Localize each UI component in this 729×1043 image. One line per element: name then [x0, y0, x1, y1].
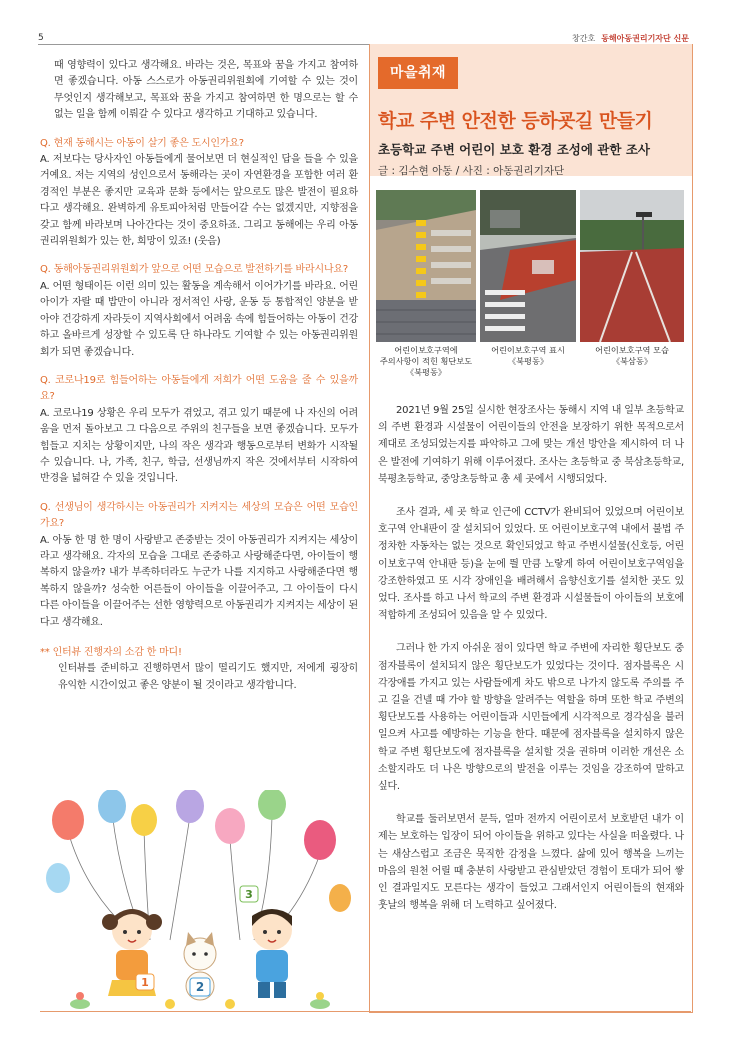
question: Q. 코로나19로 힘들어하는 아동들에게 저희가 어떤 도움을 줄 수 있을까요? [40, 374, 358, 403]
body-paragraph: 학교를 둘러보면서 문득, 얼마 전까지 어린이로서 보호받던 내가 이제는 보호하는 입장이 되어 아이들을 위하고 있다는 사실을 떠올렸다. 나는 새삼스럽고 조금은 묵직한 감정을 느꼈다. 삶에 있어 행복을 느끼는 마음의 원천 어릴 때 충분히 사랑받고 관심받았던 경험이 토대가 되어 쌓인 결과일지도 모른다는 생각이 들었고 그래서인지 어린이들의 현재와 훗날의 행복을 위해 더 노력하고 싶어졌다. [378, 814, 684, 912]
photo-caption [480, 345, 576, 367]
feature-body [378, 402, 684, 930]
interview-intro: 때 영향력이 있다고 생각해요. 바라는 것은, 목표와 꿈을 가지고 참여하면 좋겠습니다. 아동 스스로가 아동권리위원회에 기여할 수 있는 것이 무엇인지 생각해보고, 목표와 꿈을 가지고 참여하면 한 명으로는 할 수 없는 일을 함께 이뤄갈 수 있다고 생각하고 기대하고 있습니다. [54, 60, 358, 121]
number-badge [190, 978, 210, 996]
qa-item [40, 500, 358, 631]
svg-text:3: 3 [245, 888, 253, 901]
feature-subheadline: 초등학교 주변 어린이 보호 환경 조성에 관한 조사 [378, 142, 650, 157]
number-badge [136, 974, 154, 990]
crosswalk-photo [376, 190, 476, 342]
caption-line: 《북평동》 [405, 367, 447, 377]
photo-caption [376, 345, 476, 378]
caption-line: 어린이보호구역 표시 [491, 345, 565, 355]
question: Q. 현재 동해시는 아동이 살기 좋은 도시인가요? [40, 137, 244, 149]
section-tag: 마을취재 [378, 57, 458, 89]
issue-number: 창간호 [572, 34, 596, 43]
body-paragraph: 그러나 한 가지 아쉬운 점이 있다면 학교 주변에 자리한 횡단보도 중 점자블록이 설치되지 않은 횡단보도가 있었다는 것이다. 점자블록은 시각장애를 가지고 있는 사람들에게 차도 밖으로 나가지 않도록 주의를 주고 길을 건넬 때 가야 할 방향을 알려주는 역할을 하며 또한 학교 주변의 횡단보도를 사용하는 어린이들과 시민들에게 시각적으로 경각심을 불러일으켜 사고를 예방하는 기능을 한다. 때문에 점자블록을 설치하지 않은 학교 주변 횡단보도에 점자블록을 설치할 것을 권하며 이러한 개선은 소소할지라도 더 나은 방향으로의 발전을 이루는 것임을 강조하여 말하고 싶다. [378, 643, 684, 793]
caption-line: 어린이보호구역 모습 [595, 345, 669, 355]
answer: A. 저보다는 당사자인 아동들에게 물어보면 더 현실적인 답을 들을 수 있을거예요. 저는 지역의 성인으로서 동해라는 곳이 자연환경을 포함한 여러 환경적인 부분은 좋지만 교육과 문화 등에서는 앞으로도 많은 발전이 필요하다고 생각해요. 완벽하게 유토피아처럼 만들어갈 수는 없겠지만, 지향점을 갖고 함께 바라보며 나아간다는 것이 중요하죠. 그리고 동해에는 우리 아동권리위원회가 있는 한, 희망이 있죠! (웃음) [40, 154, 358, 248]
number-badge [240, 886, 258, 902]
school-zone-road-photo [580, 190, 684, 342]
bottom-rule [40, 1011, 691, 1012]
body-paragraph: 조사 결과, 세 곳 학교 인근에 CCTV가 완비되어 있었으며 어린이보호구역 안내판이 잘 설치되어 있었다. 또 어린이보호구역 내에서 불법 주정차한 자동차는 없는 것으로 확인되었고 학교 주변시설물(신호등, 어린이보호구역 안내판 등)을 눈에 띌 만큼 노랗게 하여 어린이보호구역임을 강조한하였고 또 시각 장애인을 배려해서 음향신호기를 설치한 곳도 있었다. 조사를 하고 나서 학교의 주변 환경과 시설물들이 아이들의 보호에 적합하게 조성되어 있음을 알 수 있었다. [378, 507, 684, 622]
caption-line: 《북평동》 [507, 356, 549, 366]
caption-line: 주의사항이 적힌 횡단보도 [379, 356, 473, 366]
issue-label [572, 33, 689, 44]
qa-item [40, 136, 358, 251]
page-number: 5 [38, 33, 44, 43]
question: Q. 선생님이 생각하시는 아동권리가 지켜지는 세상의 모습은 어떤 모습인가요? [40, 501, 358, 530]
qa-item [40, 262, 358, 360]
svg-text:1: 1 [141, 976, 149, 989]
question: Q. 동해아동권리위원회가 앞으로 어떤 모습으로 발전하기를 바라시나요? [40, 264, 348, 276]
interviewer-note [40, 645, 358, 694]
note-title: ** 인터뷰 진행자의 소감 한 마디! [40, 647, 182, 658]
school-zone-marking-photo [480, 190, 576, 342]
interview-column [40, 58, 358, 694]
svg-text:2: 2 [195, 980, 205, 994]
note-body: 인터뷰를 준비하고 진행하면서 많이 떨리기도 했지만, 저에게 굉장히 유익한 시간이었고 좋은 양분이 될 것이라고 생각합니다. [58, 663, 358, 691]
qa-item [40, 373, 358, 488]
answer: A. 어떤 형태이든 이런 의미 있는 활동을 계속해서 이어가기를 바라요. 어린 아이가 자랄 때 밥만이 아니라 정서적인 사랑, 운동 등 통합적인 양분을 받아야 건강하게 자라듯이 지역사회에서 어려움 속에 힘들어하는 아동이 건강하고 올바르게 성장할 수 있도록 단 하나라도 기여할 수 있는 아동권리위원회가 되면 좋겠습니다. [40, 280, 358, 358]
illustration-graphic [40, 790, 358, 1012]
children-balloon-illustration [40, 790, 358, 1012]
caption-line: 《북삼동》 [611, 356, 653, 366]
publication-name: 동해아동권리기자단 신문 [601, 34, 689, 43]
byline: 글 : 김수현 아동 / 사진 : 아동권리기자단 [378, 165, 565, 177]
caption-line: 어린이보호구역에 [394, 345, 458, 355]
body-paragraph: 2021년 9월 25일 실시한 현장조사는 동해시 지역 내 일부 초등학교의 주변 환경과 시설물이 어린이들의 안전을 보장하기 위한 목적으로서 제대로 조성되었는지를 파악하고 그에 맞는 개선 방안을 제시하여 더 나은 발전에 기여하기 위해 이루어졌다. 조사는 초등학교 중 북삼초등학교, 북평초등학교, 중앙초등학교 총 세 곳에서 시행되었다. [378, 405, 684, 485]
photo-caption [580, 345, 684, 367]
answer: A. 아동 한 명 한 명이 사랑받고 존중받는 것이 아동권리가 지켜지는 세상이라고 생각해요. 각자의 모습을 그대로 존중하고 사랑해준다면, 아이들이 행복하지 않을까? 내가 부족하더라도 누군가 나를 지지하고 사랑해준다면 행복하지 않을까? 성숙한 어른들이 아이들을 이끌어주고, 그 아이들이 다시 다른 아이들을 이끌어주는 선한 영향력으로 아동권리가 지켜지는 세상이 된다고 생각해요. [40, 534, 358, 628]
feature-headline: 학교 주변 안전한 등하굣길 만들기 [378, 110, 653, 132]
answer: A. 코로나19 상황은 우리 모두가 겪었고, 겪고 있기 때문에 나 자신의 어려움을 먼저 돌아보고 그 다음으로 주위의 친구들을 보면 좋겠습니다. 모두가 힘들고 지치는 상황이지만, 나의 작은 생각과 행동으로부터 변화가 시작될 수 있습니다. 나, 가족, 친구, 학급, 선생님까지 작은 것에서부터 시작하여 반경을 넓혀갈 수 있을 것입니다. [40, 407, 358, 485]
